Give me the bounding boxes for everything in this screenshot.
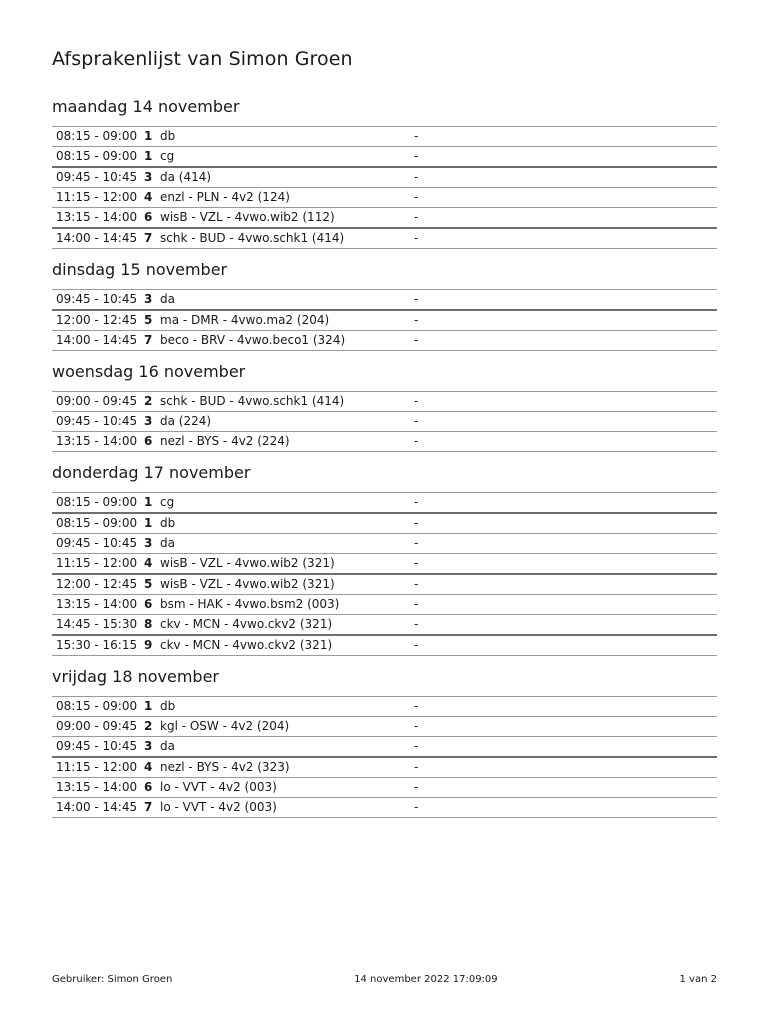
appointment-note: - [414,556,419,570]
day-title: maandag 14 november [52,97,240,116]
appointment-note: - [414,495,419,509]
lesson-hour: 7 [144,333,153,347]
appointment-description: da (224) [160,414,212,428]
appointments-table [52,492,717,656]
footer-timestamp: 14 november 2022 17:09:09 [354,974,498,985]
appointment-time: 15:30 - 16:15 [56,638,138,652]
appointment-description: db [160,129,176,143]
lesson-hour: 6 [144,780,153,794]
appointment-note: - [414,149,419,163]
appointment-row [52,290,717,311]
appointment-description: nezl - BYS - 4v2 (323) [160,760,290,774]
appointment-row [52,697,717,717]
appointment-time: 13:15 - 14:00 [56,780,138,794]
appointment-time: 08:15 - 09:00 [56,699,138,713]
appointment-row [52,310,717,331]
appointment-time: 11:15 - 12:00 [56,760,138,774]
footer-page-number: 1 van 2 [679,974,717,985]
appointment-note: - [414,719,419,733]
appointment-description: schk - BUD - 4vwo.schk1 (414) [160,231,345,245]
appointment-row [52,432,717,452]
day-title: woensdag 16 november [52,362,246,381]
lesson-hour: 6 [144,434,153,448]
lesson-hour: 3 [144,536,153,550]
lesson-hour: 5 [144,313,153,327]
day-title: donderdag 17 november [52,463,251,482]
appointment-row [52,595,717,615]
appointment-note: - [414,210,419,224]
appointment-description: cg [160,495,175,509]
appointment-note: - [414,414,419,428]
appointment-row [52,615,717,636]
appointment-time: 11:15 - 12:00 [56,556,138,570]
lesson-hour: 1 [144,129,153,143]
appointment-time: 08:15 - 09:00 [56,129,138,143]
appointment-time: 12:00 - 12:45 [56,577,138,591]
day-title: vrijdag 18 november [52,667,219,686]
appointment-description: lo - VVT - 4v2 (003) [160,800,277,814]
appointment-time: 13:15 - 14:00 [56,597,138,611]
appointment-note: - [414,190,419,204]
appointment-note: - [414,231,419,245]
lesson-hour: 4 [144,556,153,570]
day-section [52,361,717,452]
appointments-table [52,289,717,351]
appointment-note: - [414,760,419,774]
appointment-time: 08:15 - 09:00 [56,149,138,163]
page-footer [52,974,717,985]
lesson-hour: 6 [144,210,153,224]
appointment-row [52,757,717,778]
appointment-row [52,167,717,188]
appointment-description: da [160,536,175,550]
appointment-description: db [160,516,176,530]
lesson-hour: 7 [144,231,153,245]
appointment-time: 09:00 - 09:45 [56,394,138,408]
lesson-hour: 2 [144,394,153,408]
appointment-description: da [160,292,175,306]
appointment-description: ckv - MCN - 4vwo.ckv2 (321) [160,638,333,652]
appointment-row [52,127,717,147]
appointment-time: 09:45 - 10:45 [56,536,138,550]
appointment-description: enzl - PLN - 4v2 (124) [160,190,290,204]
appointment-row [52,188,717,208]
appointment-description: bsm - HAK - 4vwo.bsm2 (003) [160,597,340,611]
appointment-note: - [414,313,419,327]
appointments-table [52,391,717,452]
appointment-row [52,513,717,534]
appointment-note: - [414,638,419,652]
lesson-hour: 7 [144,800,153,814]
appointment-time: 09:45 - 10:45 [56,292,138,306]
lesson-hour: 4 [144,760,153,774]
appointment-row [52,717,717,737]
appointment-time: 09:00 - 09:45 [56,719,138,733]
appointment-time: 14:00 - 14:45 [56,231,138,245]
appointment-description: ma - DMR - 4vwo.ma2 (204) [160,313,330,327]
appointment-time: 13:15 - 14:00 [56,210,138,224]
lesson-hour: 3 [144,739,153,753]
appointment-description: beco - BRV - 4vwo.beco1 (324) [160,333,346,347]
lesson-hour: 3 [144,414,153,428]
appointment-description: cg [160,149,175,163]
lesson-hour: 1 [144,516,153,530]
day-list [52,96,717,828]
appointment-description: da [160,739,175,753]
lesson-hour: 3 [144,292,153,306]
lesson-hour: 2 [144,719,153,733]
appointment-time: 09:45 - 10:45 [56,739,138,753]
lesson-hour: 3 [144,170,153,184]
footer-user: Gebruiker: Simon Groen [52,974,173,985]
appointment-note: - [414,434,419,448]
appointment-row [52,493,717,514]
appointment-note: - [414,699,419,713]
appointment-note: - [414,394,419,408]
appointment-row [52,331,717,351]
appointment-description: wisB - VZL - 4vwo.wib2 (112) [160,210,335,224]
appointment-row [52,635,717,656]
appointment-description: ckv - MCN - 4vwo.ckv2 (321) [160,617,333,631]
appointment-time: 14:00 - 14:45 [56,800,138,814]
appointment-note: - [414,800,419,814]
appointment-time: 12:00 - 12:45 [56,313,138,327]
appointment-row [52,392,717,412]
day-section [52,666,717,818]
lesson-hour: 1 [144,699,153,713]
appointment-description: db [160,699,176,713]
appointment-note: - [414,292,419,306]
appointment-time: 08:15 - 09:00 [56,516,138,530]
appointment-note: - [414,739,419,753]
appointment-description: lo - VVT - 4v2 (003) [160,780,277,794]
page-title: Afsprakenlijst van Simon Groen [52,48,353,70]
appointment-note: - [414,780,419,794]
lesson-hour: 4 [144,190,153,204]
appointment-time: 14:00 - 14:45 [56,333,138,347]
appointments-table [52,126,717,249]
appointment-row [52,228,717,249]
appointment-row [52,574,717,595]
appointment-description: wisB - VZL - 4vwo.wib2 (321) [160,556,335,570]
appointment-row [52,534,717,554]
appointment-time: 09:45 - 10:45 [56,414,138,428]
appointment-row [52,737,717,758]
appointments-table [52,696,717,818]
appointment-note: - [414,333,419,347]
appointment-row [52,147,717,168]
appointment-description: schk - BUD - 4vwo.schk1 (414) [160,394,345,408]
day-section [52,259,717,351]
appointment-time: 08:15 - 09:00 [56,495,138,509]
appointment-note: - [414,170,419,184]
appointment-note: - [414,617,419,631]
appointment-description: da (414) [160,170,212,184]
lesson-hour: 9 [144,638,153,652]
lesson-hour: 8 [144,617,153,631]
appointment-description: kgl - OSW - 4v2 (204) [160,719,290,733]
appointment-note: - [414,129,419,143]
appointment-time: 13:15 - 14:00 [56,434,138,448]
day-section [52,462,717,656]
appointment-row [52,798,717,818]
appointment-description: nezl - BYS - 4v2 (224) [160,434,290,448]
appointment-note: - [414,597,419,611]
lesson-hour: 1 [144,495,153,509]
lesson-hour: 6 [144,597,153,611]
day-title: dinsdag 15 november [52,260,228,279]
appointment-row [52,412,717,432]
appointment-note: - [414,577,419,591]
appointment-row [52,778,717,798]
appointment-description: wisB - VZL - 4vwo.wib2 (321) [160,577,335,591]
appointment-note: - [414,536,419,550]
day-section [52,96,717,249]
appointment-row [52,554,717,575]
appointment-time: 09:45 - 10:45 [56,170,138,184]
lesson-hour: 5 [144,577,153,591]
appointment-time: 14:45 - 15:30 [56,617,138,631]
appointment-note: - [414,516,419,530]
appointment-row [52,208,717,229]
appointment-time: 11:15 - 12:00 [56,190,138,204]
lesson-hour: 1 [144,149,153,163]
